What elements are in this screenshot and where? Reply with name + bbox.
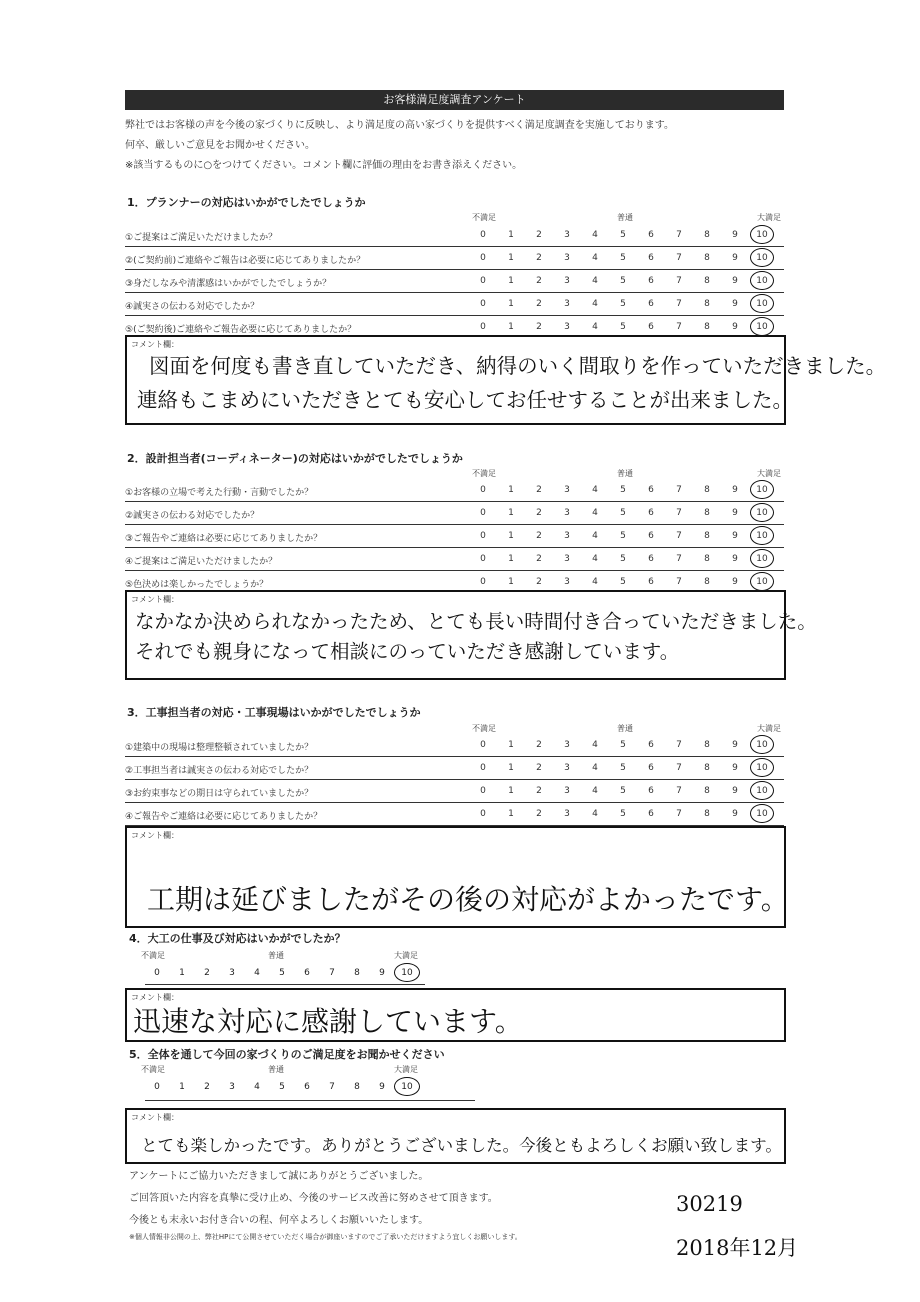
rating-option-7[interactable]: 7 (676, 230, 682, 240)
selected-rating-circle (750, 549, 774, 568)
question-text: ④誠実さの伝わる対応でしたか？ (125, 302, 260, 312)
question-text: ④ご提案はご満足いただけましたか？ (125, 557, 278, 567)
rating-option-10[interactable]: 10 (756, 230, 768, 240)
rating-option-2[interactable]: 2 (536, 763, 542, 773)
scale-high-label: 大満足 (757, 469, 781, 478)
rating-option-10[interactable]: 10 (756, 786, 768, 796)
comment-label: コメント欄： (131, 595, 179, 604)
rating-option-6[interactable]: 6 (648, 276, 654, 286)
comment-label: コメント欄： (131, 993, 179, 1002)
intro-line-3: ※該当するものに○をつけてください。コメント欄に評価の理由をお書き添えください。 (125, 160, 523, 171)
rating-option-1[interactable]: 1 (179, 968, 185, 978)
rating-option-2[interactable]: 2 (536, 322, 542, 332)
rating-option-8[interactable]: 8 (704, 809, 710, 819)
scale-low-label: 不満足 (472, 469, 496, 478)
rating-option-4[interactable]: 4 (592, 276, 598, 286)
rating-option-9[interactable]: 9 (732, 786, 738, 796)
rating-option-9[interactable]: 9 (732, 299, 738, 309)
rating-option-10[interactable]: 10 (401, 968, 413, 978)
rating-option-10[interactable]: 10 (756, 276, 768, 286)
section-5-comment-line-1: とても楽しかったです。ありがとうございました。今後ともよろしくお願い致します。 (141, 1136, 782, 1155)
rating-option-5[interactable]: 5 (620, 809, 626, 819)
rating-option-9[interactable]: 9 (732, 554, 738, 564)
rating-option-9[interactable]: 9 (379, 1082, 385, 1092)
rating-option-3[interactable]: 3 (229, 1082, 235, 1092)
question-row (125, 224, 784, 247)
section-1-comment-line-1: 図面を何度も書き直していただき、納得のいく間取りを作っていただきました。 (149, 354, 887, 378)
question-text: ②工事担当者は誠実さの伝わる対応でしたか？ (125, 766, 314, 776)
scale-low-label: 不満足 (472, 213, 496, 222)
rating-option-3[interactable]: 3 (564, 276, 570, 286)
rating-option-0[interactable]: 0 (480, 577, 486, 587)
rating-option-9[interactable]: 9 (379, 968, 385, 978)
rating-option-7[interactable]: 7 (676, 508, 682, 518)
rating-option-1[interactable]: 1 (508, 809, 514, 819)
rating-option-0[interactable]: 0 (480, 531, 486, 541)
comment-label: コメント欄： (131, 1113, 179, 1122)
rating-option-4[interactable]: 4 (592, 253, 598, 263)
scale-high-label: 大満足 (757, 724, 781, 733)
rating-option-9[interactable]: 9 (732, 531, 738, 541)
section-5-title: 5．全体を通して今回の家づくりのご満足度をお聞かせください (129, 1048, 445, 1061)
scale-low-label: 不満足 (472, 724, 496, 733)
rating-option-0[interactable]: 0 (480, 322, 486, 332)
question-text: ③ご報告やご連絡は必要に応じてありましたか？ (125, 534, 323, 544)
rating-option-8[interactable]: 8 (704, 230, 710, 240)
rating-option-3[interactable]: 3 (564, 253, 570, 263)
rating-option-4[interactable]: 4 (592, 554, 598, 564)
rating-option-6[interactable]: 6 (648, 809, 654, 819)
section-4-comment-line-1: 迅速な対応に感謝しています。 (133, 1005, 523, 1038)
rating-option-5[interactable]: 5 (620, 763, 626, 773)
rating-option-0[interactable]: 0 (480, 299, 486, 309)
rating-option-0[interactable]: 0 (480, 786, 486, 796)
rating-option-2[interactable]: 2 (536, 485, 542, 495)
selected-rating-circle (750, 271, 774, 290)
section-2-comment-line-1: なかなか決められなかったため、とても長い時間付き合っていただきました。 (135, 610, 817, 633)
rating-option-9[interactable]: 9 (732, 485, 738, 495)
question-text: ①お客様の立場で考えた行動・言動でしたか？ (125, 488, 314, 498)
rating-option-0[interactable]: 0 (480, 763, 486, 773)
rating-option-3[interactable]: 3 (564, 809, 570, 819)
rating-option-10[interactable]: 10 (756, 485, 768, 495)
footer-line-3: 今後とも末永いお付き合いの程、何卒よろしくお願いいたします。 (129, 1215, 429, 1226)
rating-option-2[interactable]: 2 (536, 230, 542, 240)
rating-option-5[interactable]: 5 (620, 786, 626, 796)
rating-option-1[interactable]: 1 (508, 299, 514, 309)
rating-option-10[interactable]: 10 (756, 322, 768, 332)
rating-option-9[interactable]: 9 (732, 230, 738, 240)
rating-option-6[interactable]: 6 (648, 531, 654, 541)
rating-option-8[interactable]: 8 (354, 968, 360, 978)
rating-option-2[interactable]: 2 (536, 577, 542, 587)
rating-option-5[interactable]: 5 (620, 577, 626, 587)
rating-option-5[interactable]: 5 (620, 253, 626, 263)
rating-option-6[interactable]: 6 (648, 485, 654, 495)
scale-mid-label: 普通 (617, 213, 633, 222)
rating-option-10[interactable]: 10 (401, 1082, 413, 1092)
footer-line-2: ご回答頂いた内容を真摯に受け止め、今後のサービス改善に努めさせて頂きます。 (129, 1193, 498, 1204)
question-text: ②誠実さの伝わる対応でしたか？ (125, 511, 260, 521)
rating-option-7[interactable]: 7 (676, 577, 682, 587)
footer-line-1: アンケートにご協力いただきまして誠にありがとうございました。 (129, 1171, 429, 1182)
question-text: ⑤(ご契約後)ご連絡やご報告必要に応じてありましたか？ (125, 325, 357, 335)
rating-option-6[interactable]: 6 (648, 508, 654, 518)
rating-option-8[interactable]: 8 (704, 485, 710, 495)
rating-option-2[interactable]: 2 (536, 299, 542, 309)
rating-option-3[interactable]: 3 (564, 508, 570, 518)
rating-option-3[interactable]: 3 (564, 554, 570, 564)
question-text: ③お約束事などの期日は守られていましたか？ (125, 789, 314, 799)
rating-option-3[interactable]: 3 (564, 299, 570, 309)
rating-option-4[interactable]: 4 (592, 740, 598, 750)
rating-option-9[interactable]: 9 (732, 276, 738, 286)
question-row (125, 780, 784, 803)
intro-line-2: 何卒、厳しいご意見をお聞かせください。 (125, 140, 315, 151)
rating-option-9[interactable]: 9 (732, 763, 738, 773)
rating-option-5[interactable]: 5 (620, 322, 626, 332)
rating-option-2[interactable]: 2 (536, 809, 542, 819)
rating-option-6[interactable]: 6 (648, 554, 654, 564)
question-text: ①建築中の現場は整理整頓されていましたか？ (125, 743, 314, 753)
rating-option-4[interactable]: 4 (254, 1082, 260, 1092)
rating-option-4[interactable]: 4 (592, 763, 598, 773)
question-row (125, 757, 784, 780)
rating-option-2[interactable]: 2 (204, 1082, 210, 1092)
rating-option-8[interactable]: 8 (704, 763, 710, 773)
rating-option-4[interactable]: 4 (592, 230, 598, 240)
selected-rating-circle (394, 1077, 420, 1096)
question-text: ③身だしなみや清潔感はいかがでしたでしょうか？ (125, 279, 332, 289)
rating-option-7[interactable]: 7 (676, 276, 682, 286)
section-5-scale (145, 1076, 475, 1101)
rating-option-1[interactable]: 1 (508, 322, 514, 332)
question-row (125, 525, 784, 548)
section-3-comment-box[interactable] (125, 826, 789, 928)
section-3-comment-line-1: 工期は延びましたがその後の対応がよかったです。 (147, 883, 789, 916)
question-row (125, 270, 784, 293)
rating-option-0[interactable]: 0 (154, 968, 160, 978)
comment-label: コメント欄： (131, 831, 179, 840)
rating-option-3[interactable]: 3 (564, 322, 570, 332)
question-row (125, 803, 784, 826)
rating-option-2[interactable]: 2 (536, 276, 542, 286)
rating-option-4[interactable]: 4 (592, 508, 598, 518)
rating-option-7[interactable]: 7 (676, 531, 682, 541)
rating-option-5[interactable]: 5 (620, 740, 626, 750)
rating-option-5[interactable]: 5 (620, 299, 626, 309)
selected-rating-circle (750, 294, 774, 313)
selected-rating-circle (750, 248, 774, 267)
rating-option-4[interactable]: 4 (254, 968, 260, 978)
rating-option-8[interactable]: 8 (704, 299, 710, 309)
section-1-questions (125, 224, 784, 339)
rating-option-5[interactable]: 5 (620, 276, 626, 286)
rating-option-5[interactable]: 5 (279, 1082, 285, 1092)
scale-low-label: 不満足 (141, 951, 165, 960)
survey-id: 30219 (676, 1192, 743, 1216)
question-row (125, 502, 784, 525)
rating-option-6[interactable]: 6 (648, 763, 654, 773)
question-text: ④ご報告やご連絡は必要に応じてありましたか？ (125, 812, 323, 822)
rating-option-1[interactable]: 1 (508, 230, 514, 240)
rating-option-8[interactable]: 8 (704, 740, 710, 750)
rating-option-4[interactable]: 4 (592, 485, 598, 495)
rating-option-3[interactable]: 3 (564, 230, 570, 240)
comment-label: コメント欄： (131, 340, 179, 349)
rating-option-1[interactable]: 1 (508, 253, 514, 263)
rating-option-1[interactable]: 1 (508, 740, 514, 750)
section-2-comment-line-2: それでも親身になって相談にのっていただき感謝しています。 (135, 640, 680, 663)
rating-option-2[interactable]: 2 (536, 740, 542, 750)
rating-option-3[interactable]: 3 (229, 968, 235, 978)
rating-option-0[interactable]: 0 (480, 253, 486, 263)
rating-option-2[interactable]: 2 (536, 531, 542, 541)
rating-option-1[interactable]: 1 (179, 1082, 185, 1092)
rating-option-2[interactable]: 2 (204, 968, 210, 978)
rating-option-6[interactable]: 6 (648, 322, 654, 332)
section-1-title: 1．プランナーの対応はいかがでしたでしょうか (127, 196, 366, 209)
rating-option-6[interactable]: 6 (648, 299, 654, 309)
rating-option-1[interactable]: 1 (508, 554, 514, 564)
rating-option-9[interactable]: 9 (732, 322, 738, 332)
rating-option-8[interactable]: 8 (704, 554, 710, 564)
rating-option-5[interactable]: 5 (620, 531, 626, 541)
rating-option-5[interactable]: 5 (620, 485, 626, 495)
selected-rating-circle (750, 804, 774, 823)
rating-option-1[interactable]: 1 (508, 786, 514, 796)
rating-option-3[interactable]: 3 (564, 786, 570, 796)
rating-option-7[interactable]: 7 (676, 786, 682, 796)
section-2-title: 2．設計担当者(コーディネーター)の対応はいかがでしたでしょうか (127, 452, 463, 465)
rating-option-2[interactable]: 2 (536, 786, 542, 796)
rating-option-9[interactable]: 9 (732, 577, 738, 587)
section-4-title: 4．大工の仕事及び対応はいかがでしたか？ (129, 932, 346, 945)
selected-rating-circle (750, 526, 774, 545)
rating-option-9[interactable]: 9 (732, 740, 738, 750)
rating-option-10[interactable]: 10 (756, 809, 768, 819)
rating-option-10[interactable]: 10 (756, 508, 768, 518)
rating-option-3[interactable]: 3 (564, 485, 570, 495)
question-text: ⑤色決めは楽しかったでしょうか？ (125, 580, 269, 590)
section-2-questions (125, 479, 784, 594)
question-row (125, 479, 784, 502)
selected-rating-circle (750, 503, 774, 522)
rating-option-4[interactable]: 4 (592, 786, 598, 796)
selected-rating-circle (750, 480, 774, 499)
rating-option-3[interactable]: 3 (564, 577, 570, 587)
rating-option-7[interactable]: 7 (676, 299, 682, 309)
rating-option-4[interactable]: 4 (592, 322, 598, 332)
question-row (125, 548, 784, 571)
rating-option-6[interactable]: 6 (648, 253, 654, 263)
rating-option-4[interactable]: 4 (592, 299, 598, 309)
selected-rating-circle (750, 572, 774, 591)
rating-option-7[interactable]: 7 (329, 1082, 335, 1092)
rating-option-4[interactable]: 4 (592, 531, 598, 541)
rating-option-7[interactable]: 7 (676, 485, 682, 495)
rating-option-2[interactable]: 2 (536, 554, 542, 564)
rating-option-9[interactable]: 9 (732, 508, 738, 518)
question-text: ①ご提案はご満足いただけましたか？ (125, 233, 278, 243)
question-row (125, 734, 784, 757)
rating-option-10[interactable]: 10 (756, 577, 768, 587)
scale-mid-label: 普通 (617, 724, 633, 733)
rating-option-7[interactable]: 7 (676, 763, 682, 773)
question-row (125, 247, 784, 270)
rating-option-8[interactable]: 8 (704, 577, 710, 587)
rating-option-0[interactable]: 0 (480, 740, 486, 750)
rating-option-10[interactable]: 10 (756, 740, 768, 750)
rating-option-0[interactable]: 0 (154, 1082, 160, 1092)
selected-rating-circle (750, 758, 774, 777)
rating-option-3[interactable]: 3 (564, 531, 570, 541)
section-5-comment-box[interactable] (125, 1108, 786, 1164)
section-4-comment-box[interactable] (125, 988, 786, 1042)
scale-mid-label: 普通 (268, 1065, 284, 1074)
rating-option-6[interactable]: 6 (648, 230, 654, 240)
rating-option-0[interactable]: 0 (480, 485, 486, 495)
rating-option-7[interactable]: 7 (676, 554, 682, 564)
rating-option-6[interactable]: 6 (304, 968, 310, 978)
rating-option-0[interactable]: 0 (480, 230, 486, 240)
footer-note: ※個人情報非公開の上、弊社HPにて公開させていただく場合が御座いますのでご了承いただけますよう宜しくお願いします。 (129, 1233, 522, 1241)
section-1-comment-box[interactable] (125, 335, 887, 425)
rating-option-10[interactable]: 10 (756, 253, 768, 263)
selected-rating-circle (750, 317, 774, 336)
selected-rating-circle (750, 781, 774, 800)
rating-option-0[interactable]: 0 (480, 809, 486, 819)
rating-option-7[interactable]: 7 (676, 253, 682, 263)
rating-option-3[interactable]: 3 (564, 763, 570, 773)
rating-option-4[interactable]: 4 (592, 809, 598, 819)
scale-mid-label: 普通 (617, 469, 633, 478)
rating-option-10[interactable]: 10 (756, 554, 768, 564)
survey-title: お客様満足度調査アンケート (125, 90, 784, 110)
rating-option-7[interactable]: 7 (676, 322, 682, 332)
section-4-scale (145, 962, 425, 985)
rating-option-7[interactable]: 7 (676, 740, 682, 750)
rating-option-8[interactable]: 8 (704, 508, 710, 518)
selected-rating-circle (750, 225, 774, 244)
scale-low-label: 不満足 (141, 1065, 165, 1074)
scale-high-label: 大満足 (394, 951, 418, 960)
section-1-comment-line-2: 連絡もこまめにいただきとても安心してお任せすることが出来ました。 (137, 388, 793, 412)
rating-option-1[interactable]: 1 (508, 508, 514, 518)
rating-option-6[interactable]: 6 (648, 740, 654, 750)
rating-option-10[interactable]: 10 (756, 763, 768, 773)
question-text: ②(ご契約前)ご連絡やご報告は必要に応じてありましたか？ (125, 256, 366, 266)
rating-option-6[interactable]: 6 (648, 786, 654, 796)
rating-option-8[interactable]: 8 (354, 1082, 360, 1092)
question-row (125, 293, 784, 316)
rating-option-3[interactable]: 3 (564, 740, 570, 750)
survey-date: 2018年12月 (676, 1236, 799, 1260)
rating-option-0[interactable]: 0 (480, 276, 486, 286)
selected-rating-circle (750, 735, 774, 754)
rating-option-8[interactable]: 8 (704, 322, 710, 332)
rating-option-10[interactable]: 10 (756, 531, 768, 541)
section-2-comment-box[interactable] (125, 590, 817, 680)
rating-option-1[interactable]: 1 (508, 531, 514, 541)
scale-mid-label: 普通 (268, 951, 284, 960)
intro-line-1: 弊社ではお客様の声を今後の家づくりに反映し、より満足度の高い家づくりを提供すべく満足度調査を実施しております。 (125, 120, 674, 131)
rating-option-2[interactable]: 2 (536, 508, 542, 518)
rating-option-0[interactable]: 0 (480, 508, 486, 518)
rating-option-6[interactable]: 6 (304, 1082, 310, 1092)
rating-option-0[interactable]: 0 (480, 554, 486, 564)
rating-option-5[interactable]: 5 (620, 508, 626, 518)
scale-high-label: 大満足 (394, 1065, 418, 1074)
selected-rating-circle (394, 963, 420, 982)
rating-option-7[interactable]: 7 (676, 809, 682, 819)
rating-option-4[interactable]: 4 (592, 577, 598, 587)
rating-option-8[interactable]: 8 (704, 276, 710, 286)
rating-option-5[interactable]: 5 (620, 230, 626, 240)
rating-option-1[interactable]: 1 (508, 577, 514, 587)
rating-option-5[interactable]: 5 (620, 554, 626, 564)
rating-option-10[interactable]: 10 (756, 299, 768, 309)
rating-option-1[interactable]: 1 (508, 763, 514, 773)
rating-option-9[interactable]: 9 (732, 253, 738, 263)
section-3-title: 3．工事担当者の対応・工事現場はいかがでしたでしょうか (127, 706, 421, 719)
rating-option-1[interactable]: 1 (508, 485, 514, 495)
section-3-questions (125, 734, 784, 826)
scale-high-label: 大満足 (757, 213, 781, 222)
rating-option-6[interactable]: 6 (648, 577, 654, 587)
rating-option-8[interactable]: 8 (704, 253, 710, 263)
rating-option-2[interactable]: 2 (536, 253, 542, 263)
rating-option-5[interactable]: 5 (279, 968, 285, 978)
rating-option-9[interactable]: 9 (732, 809, 738, 819)
rating-option-8[interactable]: 8 (704, 531, 710, 541)
rating-option-8[interactable]: 8 (704, 786, 710, 796)
rating-option-1[interactable]: 1 (508, 276, 514, 286)
rating-option-7[interactable]: 7 (329, 968, 335, 978)
